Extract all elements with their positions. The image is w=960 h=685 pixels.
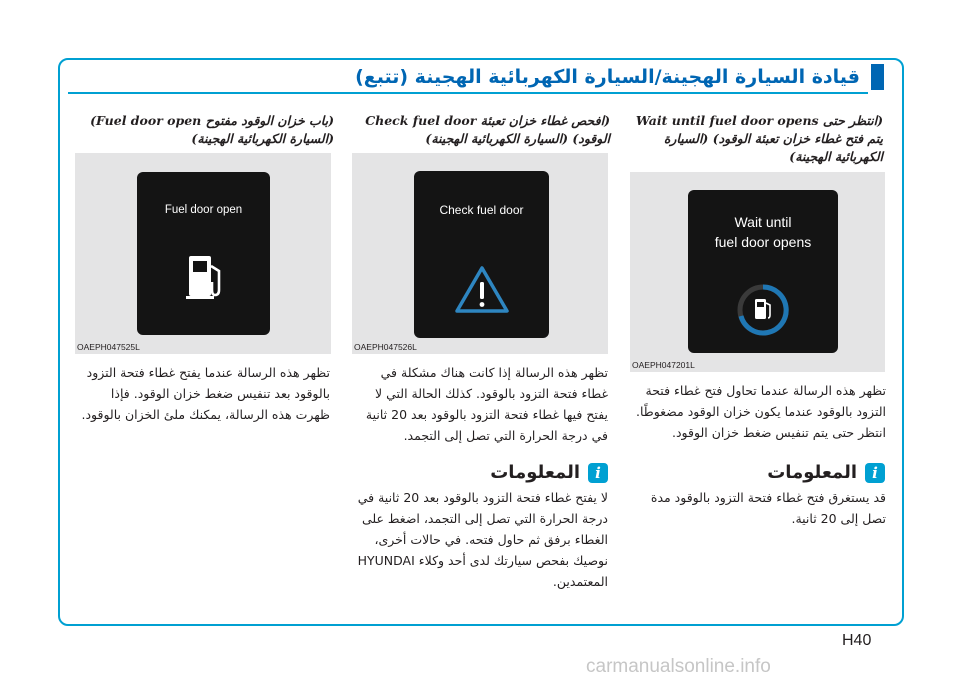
section-fuel-door-open [74,112,334,148]
info-title: المعلومات [767,462,857,483]
section-check-fuel-door [350,112,610,148]
screen-message: Check fuel door [439,203,524,217]
info-heading [490,462,608,483]
cluster-image [75,153,331,354]
cluster-screen [137,172,270,335]
section-caption: (افحص غطاء خزان تعبئة Check fuel door الوقود) (السيارة الكهربائية الهجينة) [365,113,610,146]
header-marker [871,64,884,90]
info-icon: i [588,463,608,483]
section-header [68,62,884,96]
section-title: قيادة السيارة الهجينة/السيارة الكهربائية الهجينة (تتبع) [355,66,860,88]
section-body: تظهر هذه الرسالة عندما يفتح غطاء فتحة التزود بالوقود بعد تنفيس ضغط خزان الوقود. فإذا ظهرت هذه الرسالة، يمكنك ملئ الخزان بالوقود. [81,365,330,422]
image-code: OAEPH047526L [354,342,417,352]
info-title: المعلومات [490,462,580,483]
info-heading [767,462,885,483]
header-underline [68,92,868,94]
section-caption: (انتظر حتى Wait until fuel door opens يتم فتح غطاء خزان تعبئة الوقود) (السيارة الكهربائية الهجينة) [635,113,883,164]
page-number: H40 [842,632,872,649]
watermark: carmanualsonline.info [586,656,771,677]
section-caption: (باب خزان الوقود مفتوح Fuel door open) (السيارة الكهربائية الهجينة) [90,113,334,146]
screen-message [688,212,838,252]
cluster-image [630,172,885,372]
cluster-screen [688,190,838,353]
image-code: OAEPH047525L [77,342,140,352]
image-code: OAEPH047201L [632,360,695,370]
info-text: قد يستغرق فتح غطاء فتحة التزود بالوقود مدة تصل إلى 20 ثانية. [650,490,886,526]
section-body: تظهر هذه الرسالة عندما تحاول فتح غطاء فتحة التزود بالوقود عندما يكون خزان الوقود مضغوطًا. انتظر حتى يتم تنفيس ضغط خزان الوقود. [635,383,886,440]
screen-line: Wait until [734,214,792,230]
warning-triangle-icon [454,265,510,315]
cluster-image [352,153,608,354]
fuel-pump-icon [185,252,229,302]
info-icon: i [865,463,885,483]
section-body: تظهر هذه الرسالة إذا كانت هناك مشكلة في غطاء فتحة التزود بالوقود. كذلك الحالة التي لا يفتح فيها غطاء فتحة التزود بالوقود بعد 20 ثانية في درجة الحرارة التي تصل إلى التجمد. [365,365,608,443]
cluster-screen [414,171,549,338]
screen-message: Fuel door open [164,204,243,216]
info-text: لا يفتح غطاء فتحة التزود بالوقود بعد 20 ثانية في درجة الحرارة التي تصل إلى التجمد، اضغط على الغطاء برفق ثم حاول فتحه. في حالات أخرى، نوصيك بفحص سيارتك لدى أحد وكلاء HYUNDAI المعتمدين. [357,490,608,589]
screen-line: fuel door opens [714,234,812,250]
fuel-progress-ring-icon [735,282,791,338]
section-wait-fuel-door [627,112,887,166]
